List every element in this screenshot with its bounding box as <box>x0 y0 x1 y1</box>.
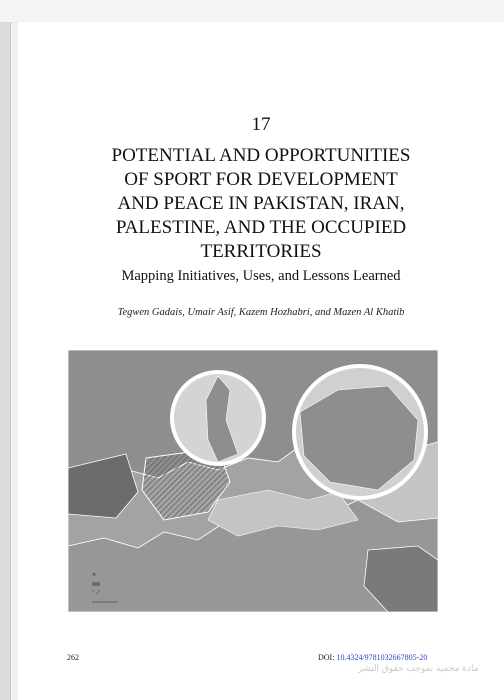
chapter-title-line: AND PEACE IN PAKISTAN, IRAN, <box>117 193 405 214</box>
chapter-title-line: OF SPORT FOR DEVELOPMENT <box>124 169 398 190</box>
chapter-number: 17 <box>251 114 271 135</box>
chapter-title <box>58 144 464 264</box>
chapter-title-line: TERRITORIES <box>200 241 322 262</box>
viewer-left-gutter <box>0 22 11 700</box>
svg-text:✕: ✕ <box>92 572 97 578</box>
map-illustration <box>68 350 438 612</box>
doi-link[interactable]: 10.4324/9781032667805-20 <box>336 653 428 662</box>
book-page <box>18 22 504 700</box>
chapter-subtitle: Mapping Initiatives, Uses, and Lessons Learned <box>121 268 401 284</box>
map-figure <box>68 350 438 612</box>
doi <box>318 653 427 662</box>
page-number: 262 <box>67 653 79 662</box>
viewer-top-strip <box>0 0 504 23</box>
doi-prefix: DOI: <box>318 653 337 662</box>
chapter-title-line: POTENTIAL AND OPPORTUNITIES <box>111 145 411 166</box>
chapter-title-line: PALESTINE, AND THE OCCUPIED <box>115 217 407 238</box>
chapter-authors: Tegwen Gadais, Umair Asif, Kazem Hozhabri, and Mazen Al Khatib <box>117 307 405 318</box>
watermark-text: مادة محمية بموجب حقوق النشر <box>358 664 479 674</box>
